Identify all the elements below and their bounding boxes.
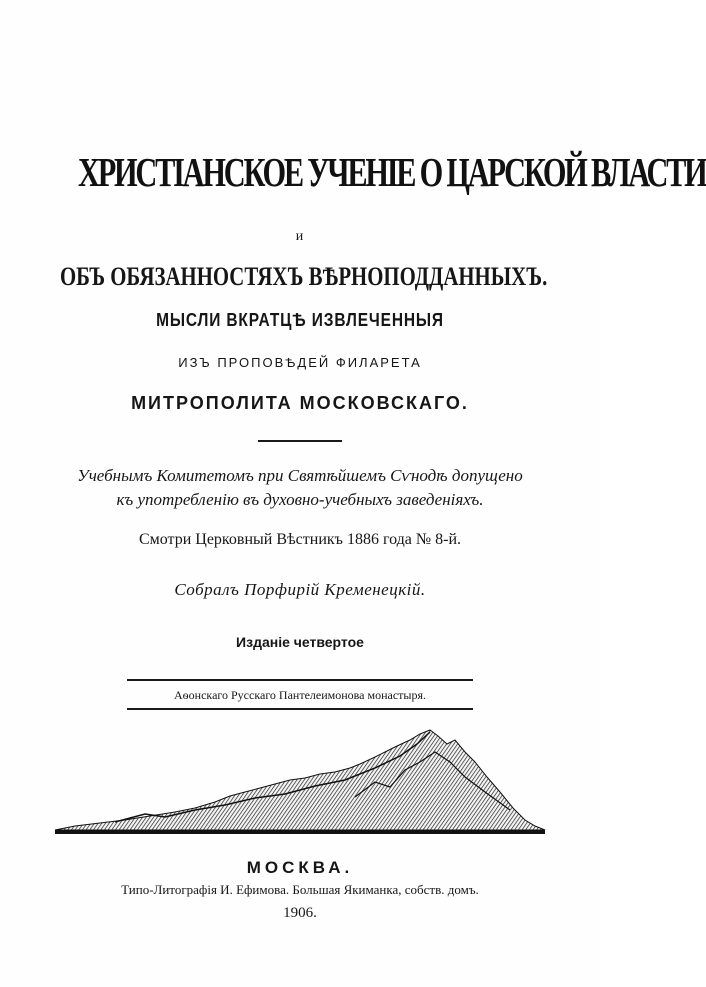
divider-top: [127, 679, 473, 681]
title-conjunction: и: [295, 229, 305, 244]
metropolitan-line: МИТРОПОЛИТА МОСКОВСКАГО.: [131, 393, 469, 413]
divider-bottom: [127, 708, 473, 710]
author-line: Собралъ Порфирій Кременецкій.: [174, 580, 426, 599]
thoughts-line: МЫСЛИ ВКРАТЦѢ ИЗВЛЕЧЕННЫЯ: [156, 310, 444, 330]
divider-short: [258, 440, 342, 442]
edition-line: Изданіе четвертое: [236, 634, 364, 650]
city-line: МОСКВА.: [246, 858, 354, 877]
approval-line-2: къ употребленію въ духовно-учебныхъ заведеніяхъ.: [116, 490, 484, 509]
printer-line: Типо-Литографія И. Ефимова. Большая Якиманка, собств. домъ.: [121, 882, 479, 897]
publisher-note: Аѳонскаго Русскаго Пантелеимонова монастыря.: [174, 688, 426, 702]
year-line: 1906.: [283, 905, 317, 921]
reference-line: Смотри Церковный Вѣстникъ 1886 года № 8-й.: [138, 531, 462, 548]
mountain-engraving: [55, 722, 545, 837]
main-title: ХРИСТІАНСКОЕ УЧЕНІЕ О ЦАРСКОЙ ВЛАСТИ: [78, 149, 706, 195]
approval-line-1: Учебнымъ Комитетомъ при Святѣйшемъ Сѵнодѣ допущено: [77, 466, 523, 485]
sermons-source-line: ИЗЪ ПРОПОВѢДЕЙ ФИЛАРЕТА: [178, 355, 422, 370]
subtitle: ОБЪ ОБЯЗАННОСТЯХЪ ВѢРНОПОДДАННЫХЪ.: [60, 262, 548, 291]
